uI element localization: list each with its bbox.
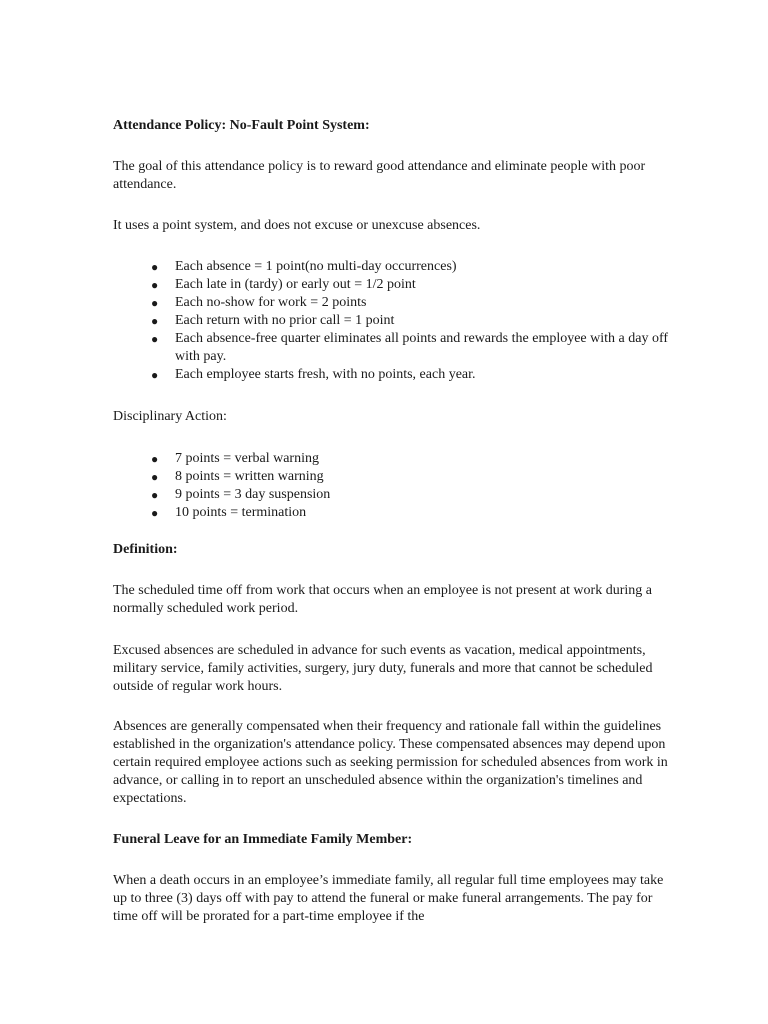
intro-system-paragraph: It uses a point system, and does not excuse or unexcuse absences. xyxy=(113,218,481,233)
list-item: ● Each no-show for work = 2 points xyxy=(151,295,367,310)
definition-heading: Definition: xyxy=(113,542,178,557)
intro-goal-paragraph: The goal of this attendance policy is to reward good attendance and eliminate people with poor attendance. xyxy=(113,159,646,192)
bullet-icon: ● xyxy=(151,260,159,274)
page-title: Attendance Policy: No-Fault Point System: xyxy=(113,118,370,133)
funeral-heading: Funeral Leave for an Immediate Family Member: xyxy=(113,832,413,847)
bullet-icon: ● xyxy=(151,506,159,520)
list-item: ● Each absence = 1 point(no multi-day occurrences) xyxy=(151,259,457,274)
disciplinary-label: Disciplinary Action: xyxy=(113,409,227,424)
list-item: ● 7 points = verbal warning xyxy=(151,451,319,466)
list-item: ● Each absence-free quarter eliminates all points and rewards the employee with a day off with pay. xyxy=(151,331,669,364)
list-item: ● 9 points = 3 day suspension xyxy=(151,487,331,502)
bullet-icon: ● xyxy=(151,314,159,328)
points-rules-list xyxy=(113,258,673,384)
definition-paragraph-3: Absences are generally compensated when their frequency and rationale fall within the guidelines established in the organization's attendance policy. These compensated absences may depend upon certain required employee actions such as seeking permission for scheduled absences from work in advance, or calling in to report an unscheduled absence within the organization's timelines and expectations. xyxy=(113,719,668,806)
bullet-icon: ● xyxy=(151,368,159,382)
funeral-paragraph: When a death occurs in an employee’s immediate family, all regular full time employees may take up to three (3) days off with pay to attend the funeral or make funeral arrangements. The pay for time off will be prorated for a part-time employee if the xyxy=(113,873,664,924)
list-item: ● Each late in (tardy) or early out = 1/2 point xyxy=(151,277,416,292)
bullet-icon: ● xyxy=(151,296,159,310)
definition-paragraph-1: The scheduled time off from work that occurs when an employee is not present at work during a normally scheduled work period. xyxy=(113,583,652,616)
disciplinary-rules-list xyxy=(113,450,673,522)
list-item: ● Each return with no prior call = 1 point xyxy=(151,313,395,328)
bullet-icon: ● xyxy=(151,452,159,466)
bullet-icon: ● xyxy=(151,488,159,502)
definition-paragraph-2: Excused absences are scheduled in advance for such events as vacation, medical appointments, military service, family activities, surgery, jury duty, funerals and more that cannot be scheduled outside of regular work hours. xyxy=(113,643,653,694)
list-item: ● Each employee starts fresh, with no points, each year. xyxy=(151,367,476,382)
list-item: ● 8 points = written warning xyxy=(151,469,324,484)
bullet-icon: ● xyxy=(151,470,159,484)
bullet-icon: ● xyxy=(151,332,159,346)
bullet-icon: ● xyxy=(151,278,159,292)
list-item: ● 10 points = termination xyxy=(151,505,307,520)
